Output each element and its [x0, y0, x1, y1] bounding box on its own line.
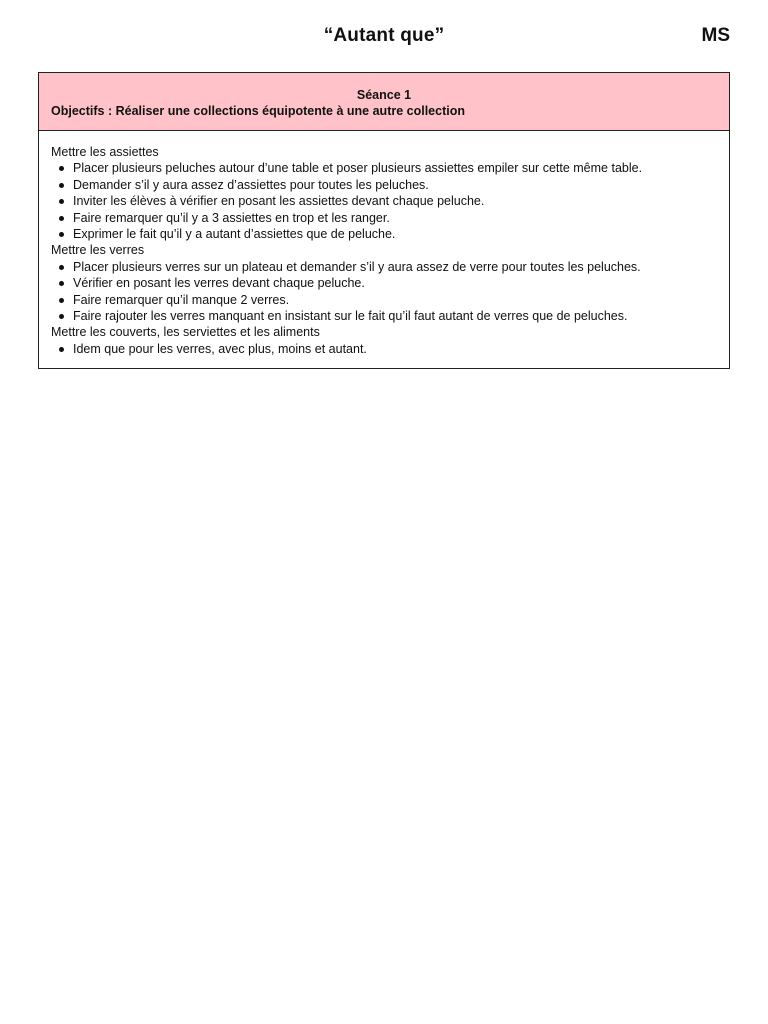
list-item: Faire rajouter les verres manquant en insistant sur le fait qu’il faut autant de verres que de peluches. — [73, 308, 717, 324]
list-item: Faire remarquer qu’il y a 3 assiettes en trop et les ranger. — [73, 210, 717, 226]
steps-list-assiettes — [51, 160, 717, 242]
section-heading-couverts: Mettre les couverts, les serviettes et les aliments — [51, 325, 320, 340]
section-heading-verres: Mettre les verres — [51, 243, 145, 258]
session-box — [38, 72, 730, 369]
steps-list-verres — [51, 259, 717, 325]
session-body — [39, 131, 729, 368]
session-objective: Objectifs : Réaliser une collections équipotente à une autre collection — [51, 104, 465, 118]
section-heading-assiettes: Mettre les assiettes — [51, 145, 159, 159]
session-header — [39, 73, 729, 131]
list-item: Placer plusieurs verres sur un plateau et demander s’il y aura assez de verre pour toutes les peluches. — [73, 259, 717, 275]
document-title: “Autant que” — [323, 25, 445, 46]
steps-list-couverts — [51, 341, 717, 357]
list-item: Demander s’il y aura assez d’assiettes pour toutes les peluches. — [73, 177, 717, 193]
list-item: Inviter les élèves à vérifier en posant les assiettes devant chaque peluche. — [73, 193, 717, 209]
list-item: Vérifier en posant les verres devant chaque peluche. — [73, 275, 717, 291]
class-level: MS — [701, 25, 730, 46]
list-item: Idem que pour les verres, avec plus, moins et autant. — [73, 341, 717, 357]
list-item: Exprimer le fait qu’il y a autant d’assiettes que de peluche. — [73, 226, 717, 242]
list-item: Faire remarquer qu’il manque 2 verres. — [73, 292, 717, 308]
list-item: Placer plusieurs peluches autour d’une table et poser plusieurs assiettes empiler sur cette même table. — [73, 160, 717, 176]
page-header — [38, 22, 730, 50]
session-title: Séance 1 — [356, 88, 412, 102]
